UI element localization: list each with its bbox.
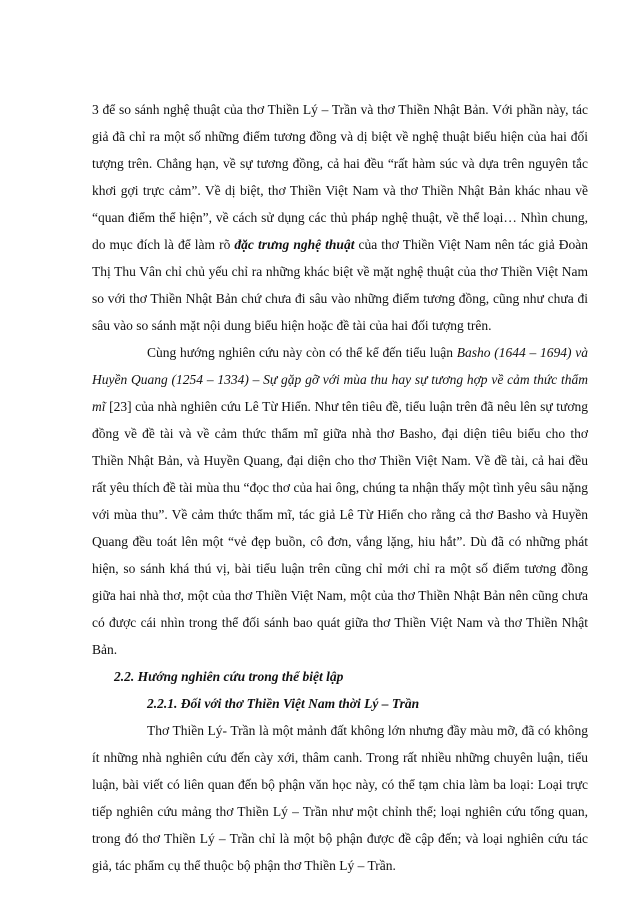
paragraph-text: [23] của nhà nghiên cứu Lê Từ Hiển. Như tên tiêu đề, tiểu luận trên đã nêu lên sự tương đồng về đề tài và về cảm thức thẩm mĩ giữa nhà thơ Basho, đại diện tiêu biểu cho thơ Thiền Nhật Bản, và Huyền Quang, đại diện cho thơ Thiền Việt Nam. Về đề tài, cả hai đều rất yêu thích đề tài mùa thu “đọc thơ của hai ông, chúng ta nhận thấy một tình yêu sâu nặng với mùa thu”. Về cảm thức thẩm mĩ, tác giả Lê Từ Hiển cho rằng cả thơ Basho và Huyền Quang đều toát lên một “vẻ đẹp buồn, cô đơn, vắng lặng, hiu hắt”. Dù đã có những phát hiện, so sánh khá thú vị, bài tiểu luận trên cũng chỉ mới chỉ ra một số điểm tương đồng giữa hai nhà thơ, một của thơ Thiền Việt Nam, một của thơ Thiền Nhật Bản nên cũng chưa có được cái nhìn trong thể đối sánh bao quát giữa thơ Thiền Việt Nam và thơ Thiền Nhật Bản. — [92, 399, 588, 657]
paragraph-comparison-summary — [92, 96, 588, 339]
essay-title: Basho (1644 – 1694) và Huyền Quang (1254 – 1334) – Sự gặp gỡ với mùa thu hay sự tương hợp về cảm thức thẩm mĩ — [92, 345, 588, 414]
section-heading-2-2-1: 2.2.1. Đối với thơ Thiền Việt Nam thời Lý – Trần — [147, 696, 420, 711]
emphasis-text: đặc trưng nghệ thuật — [234, 237, 355, 252]
paragraph-text: Cùng hướng nghiên cứu này còn có thể kể đến tiểu luận — [147, 345, 457, 360]
section-heading-2-2: 2.2. Hướng nghiên cứu trong thể biệt lập — [114, 669, 344, 684]
paragraph-ly-tran-zen-poetry: Thơ Thiền Lý- Trần là một mảnh đất không lớn nhưng đầy màu mỡ, đã có không ít những nhà nghiên cứu đến cày xới, thâm canh. Trong rất nhiều những chuyên luận, tiểu luận, bài viết có liên quan đến bộ phận văn học này, có thể tạm chia làm ba loại: Loại trực tiếp nghiên cứu mảng thơ Thiền Lý – Trần như một chỉnh thể; loại nghiên cứu tổng quan, trong đó thơ Thiền Lý – Trần chỉ là một bộ phận được đề cập đến; và loại nghiên cứu tác giả, tác phẩm cụ thể thuộc bộ phận thơ Thiền Lý – Trần. — [92, 723, 588, 873]
paragraph-basho-huyen-quang — [92, 339, 588, 663]
paragraph-text: của thơ Thiền Việt Nam nên tác giả Đoàn Thị Thu Vân chỉ chủ yếu chỉ ra những khác biệt về mặt nghệ thuật của thơ Thiền Việt Nam so với thơ Thiền Nhật Bản chứ chưa đi sâu vào những điểm tương đồng, cũng như chưa đi sâu vào so sánh mặt nội dung biểu hiện hoặc đề tài của hai đối tượng trên. — [92, 237, 589, 333]
paragraph-text: 3 để so sánh nghệ thuật của thơ Thiền Lý – Trần và thơ Thiền Nhật Bản. Với phần này, tác giả đã chỉ ra một số những điểm tương đồng và dị biệt về nghệ thuật biểu hiện của hai đối tượng trên. Chẳng hạn, về sự tương đồng, cả hai đều “rất hàm súc và dựa trên nguyên tắc khơi gợi trực cảm”. Về dị biệt, thơ Thiền Việt Nam và thơ Thiền Nhật Bản khác nhau về “quan điểm thể hiện”, về cách sử dụng các thủ pháp nghệ thuật, về thể loại… Nhìn chung, do mục đích là để làm rõ — [92, 102, 588, 252]
